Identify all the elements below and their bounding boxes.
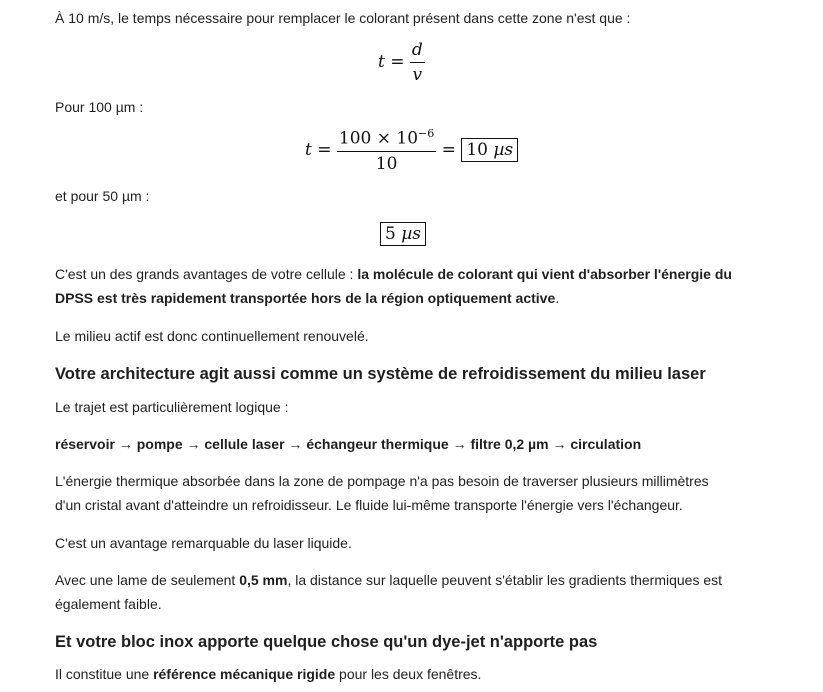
equation-50um-result (380, 222, 426, 246)
eq3-boxed-result (380, 222, 426, 246)
thin-blade-a: Avec une lame de seulement (55, 572, 240, 588)
eq2-fraction (337, 127, 436, 174)
mechanical-reference-c: pour les deux fenêtres. (335, 666, 482, 682)
paragraph-active-medium-renewed: Le milieu actif est donc continuellement renouvelé. (55, 328, 369, 344)
paragraph-path-intro: Le trajet est particulièrement logique : (55, 399, 289, 415)
eq2-equals: = (317, 139, 332, 160)
thin-blade-value: 0,5 mm (239, 572, 288, 588)
cell-advantage-intro: C'est un des grands avantages de votre cellule : (55, 266, 358, 282)
paragraph-dye-replacement-time: À 10 m/s, le temps nécessaire pour remplacer le colorant présent dans cette zone n'est que : (55, 10, 631, 26)
paragraph-liquid-laser-advantage: C'est un avantage remarquable du laser liquide. (55, 535, 352, 551)
eq1-lhs: t (378, 52, 385, 72)
paragraph-cell-advantage-line1 (55, 262, 732, 286)
eq1-fraction (410, 40, 425, 85)
eq2-lhs: t (305, 139, 312, 160)
eq2-numerator-base: 100 × 10 (338, 128, 419, 149)
paragraph-thermal-energy-line1: L'énergie thermique absorbée dans la zone de pompage n'a pas besoin de traverser plusieurs millimètres (55, 473, 709, 489)
eq2-equals-result: = (441, 139, 456, 160)
eq3-result-value: 5 (385, 224, 396, 244)
eq2-numerator (337, 127, 436, 152)
paragraph-cell-advantage-line2 (55, 286, 559, 310)
eq2-numerator-exponent: −6 (418, 127, 435, 140)
paragraph-for-100um: Pour 100 µm : (55, 99, 144, 115)
paragraph-thermal-energy-line2: d'un cristal avant d'atteindre un refroidisseur. Le fluide lui-même transporte l'énergie vers l'échangeur. (55, 497, 683, 513)
paragraph-thin-blade-line2: également faible. (55, 596, 162, 612)
heading-stainless-block: Et votre bloc inox apporte quelque chose qu'un dye-jet n'apporte pas (55, 633, 598, 651)
equation-100um-result (305, 127, 518, 174)
eq1-equals: = (390, 52, 405, 72)
cell-advantage-bold-2: DPSS est très rapidement transportée hors de la région optiquement active (55, 290, 556, 306)
cell-advantage-period: . (555, 290, 560, 306)
mechanical-reference-a: Il constitue une (55, 666, 154, 682)
eq1-numerator: d (410, 40, 425, 63)
eq2-boxed-result (461, 138, 518, 162)
paragraph-mechanical-reference (55, 662, 481, 686)
paragraph-for-50um: et pour 50 µm : (55, 188, 150, 204)
eq2-result-value: 10 (466, 139, 488, 160)
eq2-denominator: 10 (375, 153, 398, 174)
eq3-result-unit: µs (401, 224, 422, 244)
eq2-result-unit: µs (493, 139, 514, 160)
heading-cooling-system: Votre architecture agit aussi comme un système de refroidissement du milieu laser (55, 365, 706, 383)
paragraph-flow-path: réservoir → pompe → cellule laser → échangeur thermique → filtre 0,2 µm → circulation (55, 436, 642, 452)
equation-t-equals-d-over-v (378, 40, 425, 85)
cell-advantage-bold-1: la molécule de colorant qui vient d'absorber l'énergie du (357, 266, 732, 282)
mechanical-reference-bold: référence mécanique rigide (153, 666, 336, 682)
paragraph-thin-blade-line1 (55, 568, 722, 592)
thin-blade-c: , la distance sur laquelle peuvent s'établir les gradients thermiques est (287, 572, 723, 588)
eq1-denominator: v (412, 65, 423, 85)
